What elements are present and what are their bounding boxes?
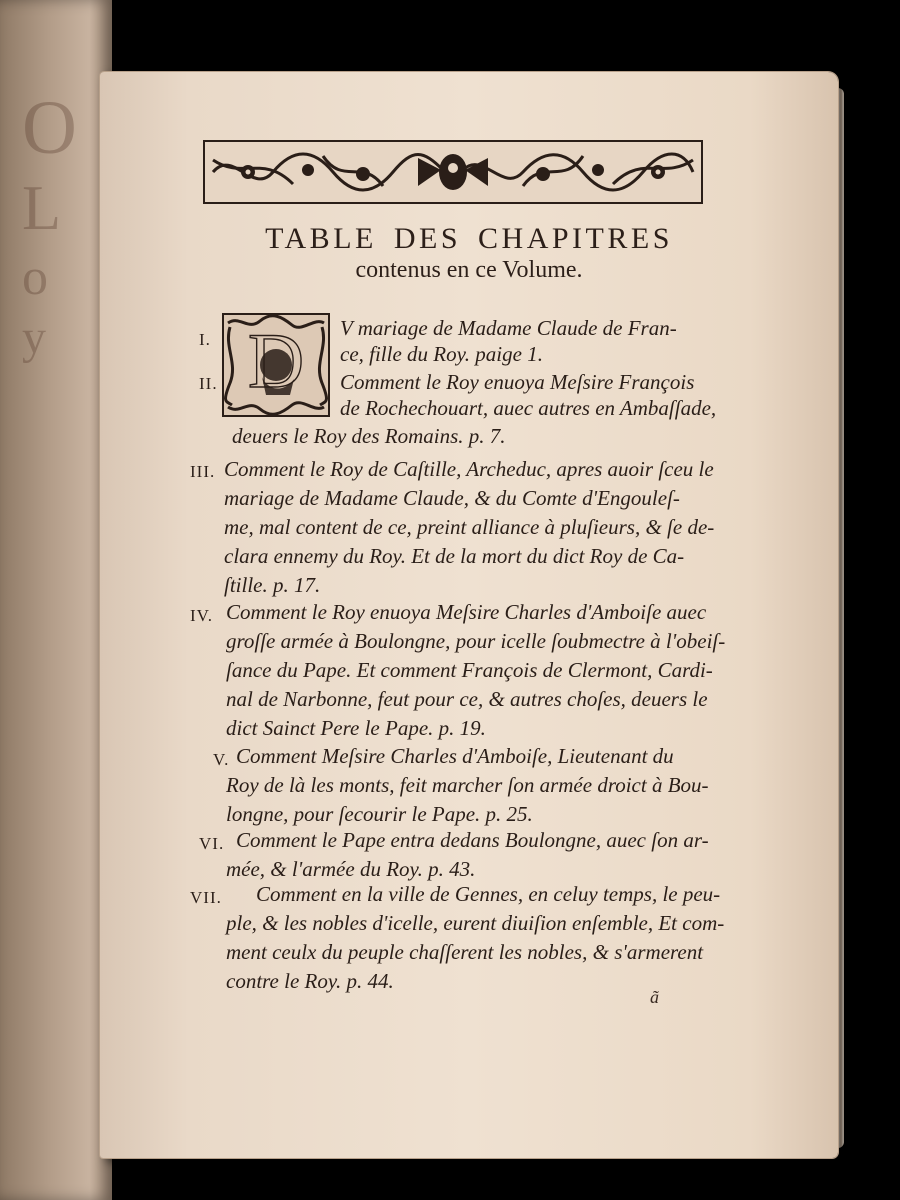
chapter-line: Comment le Pape entra dedans Boulongne, auec ſon ar- [236, 828, 709, 852]
chapter-numeral: III. [190, 462, 216, 481]
left-page-letter: y [22, 311, 46, 364]
chapter-line: clara ennemy du Roy. Et de la mort du dict Roy de Ca- [224, 544, 685, 568]
left-page-letter: O [22, 86, 77, 170]
chapter-numeral: I. [199, 330, 211, 349]
chapter-numeral: V. [213, 750, 230, 769]
page-title: TABLE DES CHAPITRES [265, 222, 673, 255]
chapter-numeral: VI. [199, 834, 225, 853]
chapter-line: ce, fille du Roy. paige 1. [340, 342, 543, 366]
chapter-line: Comment le Roy de Caſtille, Archeduc, apres auoir ſceu le [224, 457, 714, 481]
chapter-numeral: II. [199, 374, 218, 393]
chapter-numeral: VII. [190, 888, 222, 907]
chapter-line: nal de Narbonne, feut pour ce, & autres choſes, deuers le [226, 687, 708, 711]
chapter-line: dict Sainct Pere le Pape. p. 19. [226, 716, 486, 740]
chapter-line: de Rochechouart, auec autres en Ambaſſade, [340, 396, 717, 420]
chapter-line: Comment en la ville de Gennes, en celuy temps, le peu- [256, 882, 721, 906]
chapter-line: ſtille. p. 17. [224, 573, 321, 597]
chapter-line: ſance du Pape. Et comment François de Clermont, Cardi- [226, 658, 713, 682]
left-facing-page-edge [0, 0, 112, 1200]
dropcap-letter: D [247, 317, 305, 404]
left-page-letter: L [22, 172, 62, 243]
ornamental-headpiece [203, 140, 703, 204]
chapter-line: V mariage de Madame Claude de Fran- [340, 316, 677, 340]
decorated-dropcap [222, 313, 330, 417]
chapter-line: me, mal content de ce, preint alliance à pluſieurs, & ſe de- [224, 515, 715, 539]
chapter-line: Comment Meſsire Charles d'Amboiſe, Lieutenant du [236, 744, 674, 768]
chapter-line: mée, & l'armée du Roy. p. 43. [226, 857, 476, 881]
chapter-line: Roy de là les monts, feit marcher ſon armée droict à Bou- [226, 773, 709, 797]
chapter-numeral: IV. [190, 606, 213, 625]
chapter-line: Comment le Roy enuoya Meſsire François [340, 370, 695, 394]
signature-mark: ã [650, 987, 659, 1007]
chapter-line: deuers le Roy des Romains. p. 7. [232, 424, 506, 448]
page-subtitle: contenus en ce Volume. [355, 257, 583, 283]
chapter-line: Comment le Roy enuoya Meſsire Charles d'Amboiſe auec [226, 600, 707, 624]
chapter-line: ple, & les nobles d'icelle, eurent diuiſion enſemble, Et com- [226, 911, 725, 935]
chapter-line: longne, pour ſecourir le Pape. p. 25. [226, 802, 533, 826]
chapter-line: mariage de Madame Claude, & du Comte d'Engouleſ- [224, 486, 680, 510]
chapter-line: ment ceulx du peuple chaſſerent les nobles, & s'armerent [226, 940, 704, 964]
chapter-line: groſſe armée à Boulongne, pour icelle ſoubmectre à l'obeiſ- [226, 629, 726, 653]
chapter-line: contre le Roy. p. 44. [226, 969, 394, 993]
left-page-letter: o [22, 249, 48, 306]
